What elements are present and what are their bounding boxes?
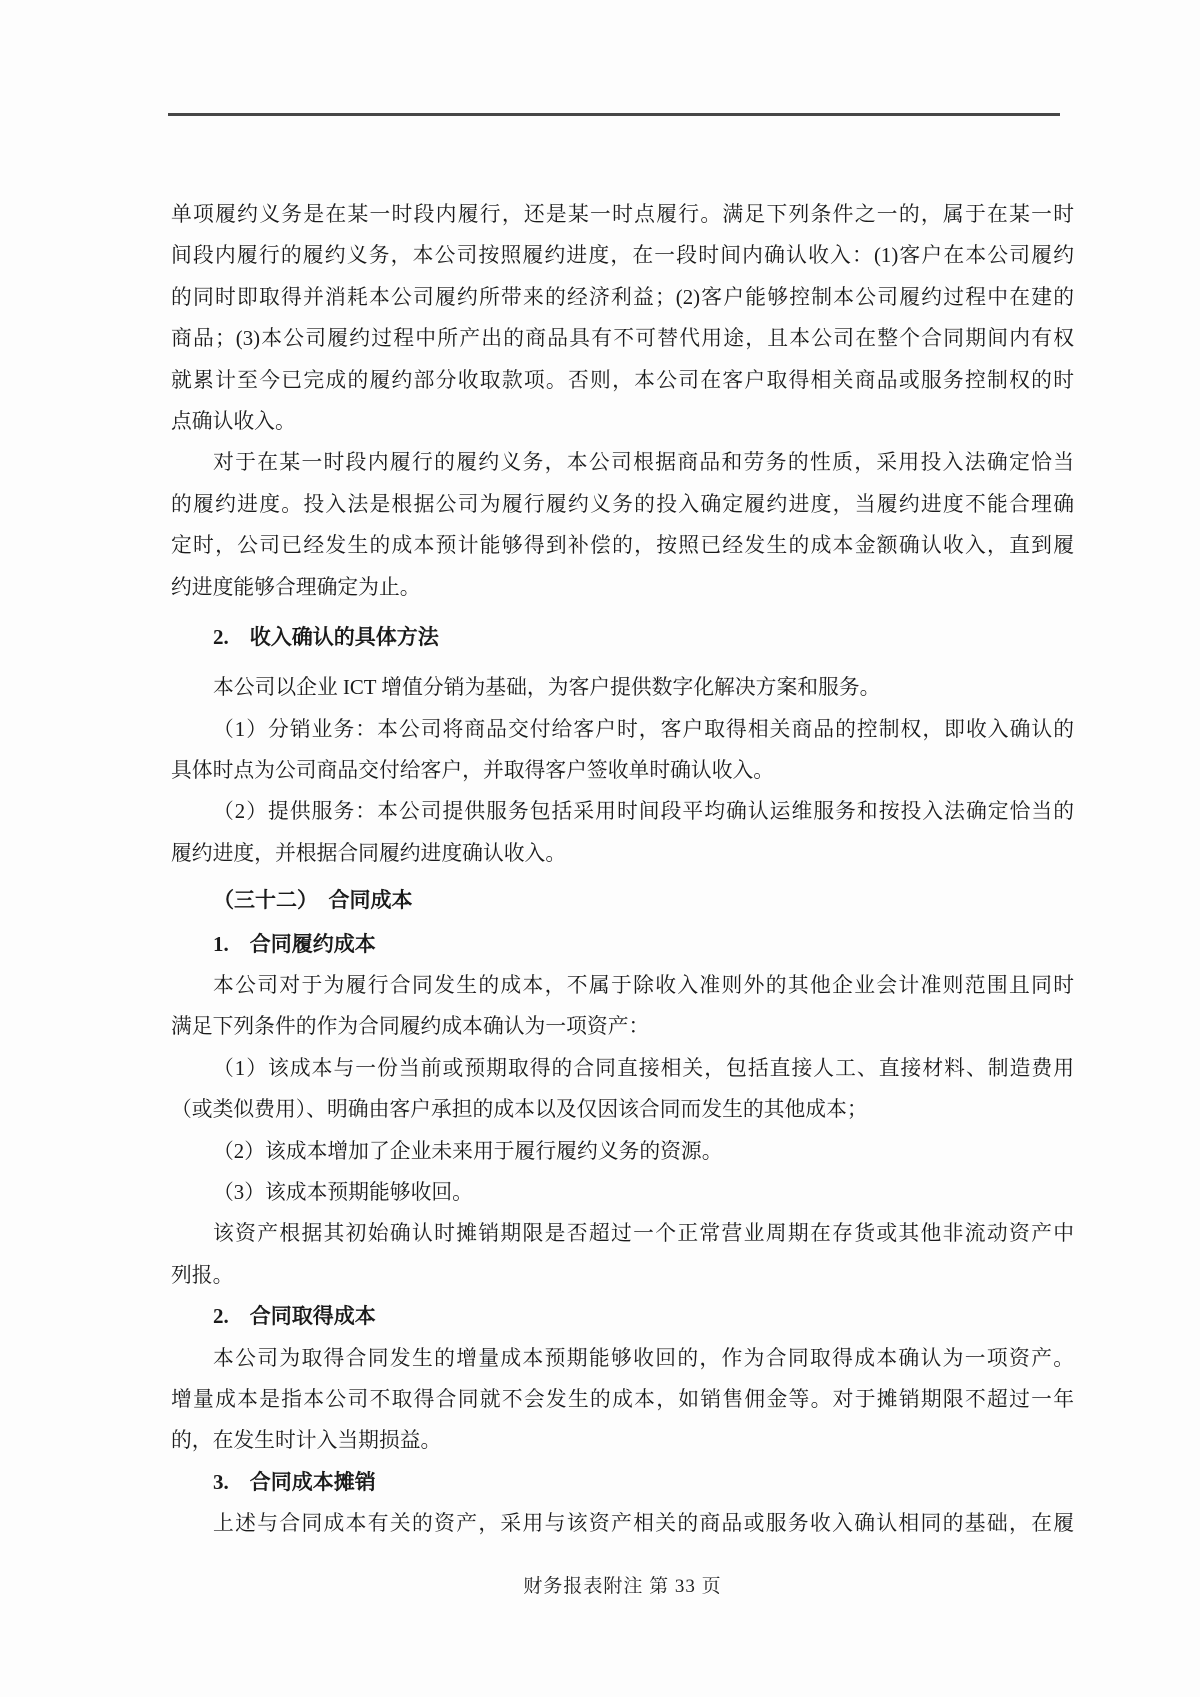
text-line: 的，在发生时计入当期损益。 xyxy=(171,1429,442,1453)
section-heading: 3. 合同成本摊销 xyxy=(213,1469,376,1494)
text-line: 单项履约义务是在某一时段内履行，还是某一时点履行。满足下列条件之一的，属于在某一时 xyxy=(171,203,1074,226)
section-heading: 2. 合同取得成本 xyxy=(213,1304,376,1329)
paragraph xyxy=(171,1131,1074,1172)
paragraph xyxy=(171,965,1074,1048)
text-line: 满足下列条件的作为合同履约成本确认为一项资产： xyxy=(171,1015,650,1039)
section-heading: （三十二） 合同成本 xyxy=(213,888,413,913)
paragraph xyxy=(171,1172,1074,1213)
paragraph xyxy=(171,1503,1074,1544)
text-line: 对于在某一时段内履行的履约义务，本公司根据商品和劳务的性质，采用投入法确定恰当 xyxy=(213,451,1074,475)
paragraph xyxy=(171,667,1074,708)
text-line: 履约进度，并根据合同履约进度确认收入。 xyxy=(171,841,567,865)
text-line: 商品；(3)本公司履约过程中所产出的商品具有不可替代用途，且本公司在整个合同期间内有权 xyxy=(171,327,1074,351)
text-line: 列报。 xyxy=(171,1263,234,1287)
text-line: 点确认收入。 xyxy=(171,409,296,433)
text-line: （2）提供服务：本公司提供服务包括采用时间段平均确认运维服务和按投入法确定恰当的 xyxy=(213,800,1074,824)
paragraph xyxy=(171,1213,1074,1296)
text-line: 具体时点为公司商品交付给客户，并取得客户签收单时确认收入。 xyxy=(171,759,775,783)
text-line: 增量成本是指本公司不取得合同就不会发生的成本，如销售佣金等。对于摊销期限不超过一年 xyxy=(171,1387,1074,1411)
header-rule xyxy=(168,113,1060,116)
text-line: 间段内履行的履约义务，本公司按照履约进度，在一段时间内确认收入：(1)客户在本公司履约 xyxy=(171,244,1074,268)
text-line: （2）该成本增加了企业未来用于履行履约义务的资源。 xyxy=(213,1139,723,1163)
text-line: 约进度能够合理确定为止。 xyxy=(171,575,421,599)
text-line: 本公司对于为履行合同发生的成本，不属于除收入准则外的其他企业会计准则范围且同时 xyxy=(213,974,1074,998)
section-heading: 1. 合同履约成本 xyxy=(213,931,376,956)
section-heading: 2. 收入确认的具体方法 xyxy=(213,624,439,649)
text-line: （1）该成本与一份当前或预期取得的合同直接相关，包括直接人工、直接材料、制造费用 xyxy=(213,1056,1074,1080)
text-line: 本公司以企业 ICT 增值分销为基础，为客户提供数字化解决方案和服务。 xyxy=(213,676,881,700)
paragraph xyxy=(171,442,1074,608)
text-line: 就累计至今已完成的履约部分收取款项。否则，本公司在客户取得相关商品或服务控制权的时 xyxy=(171,368,1074,392)
page-footer: 财务报表附注 第 33 页 xyxy=(523,1576,722,1597)
text-line: 该资产根据其初始确认时摊销期限是否超过一个正常营业周期在存货或其他非流动资产中 xyxy=(213,1222,1074,1246)
paragraph xyxy=(171,1338,1074,1462)
paragraph xyxy=(171,194,1074,442)
text-line: 本公司为取得合同发生的增量成本预期能够收回的，作为合同取得成本确认为一项资产。 xyxy=(213,1346,1074,1370)
text-line: 的同时即取得并消耗本公司履约所带来的经济利益；(2)客户能够控制本公司履约过程中在建的 xyxy=(171,285,1074,309)
paragraph xyxy=(171,791,1074,874)
text-line: 定时，公司已经发生的成本预计能够得到补偿的，按照已经发生的成本金额确认收入，直到履 xyxy=(171,534,1074,558)
text-line: 的履约进度。投入法是根据公司为履行履约义务的投入确定履约进度，当履约进度不能合理确 xyxy=(171,492,1074,516)
text-line: （3）该成本预期能够收回。 xyxy=(213,1180,473,1204)
document-body xyxy=(171,194,1074,1545)
text-line: （1）分销业务：本公司将商品交付给客户时，客户取得相关商品的控制权，即收入确认的 xyxy=(213,717,1074,741)
paragraph xyxy=(171,709,1074,792)
paragraph xyxy=(171,1048,1074,1131)
text-line: （或类似费用）、明确由客户承担的成本以及仅因该合同而发生的其他成本； xyxy=(171,1098,868,1122)
text-line: 上述与合同成本有关的资产，采用与该资产相关的商品或服务收入确认相同的基础，在履 xyxy=(213,1512,1074,1536)
